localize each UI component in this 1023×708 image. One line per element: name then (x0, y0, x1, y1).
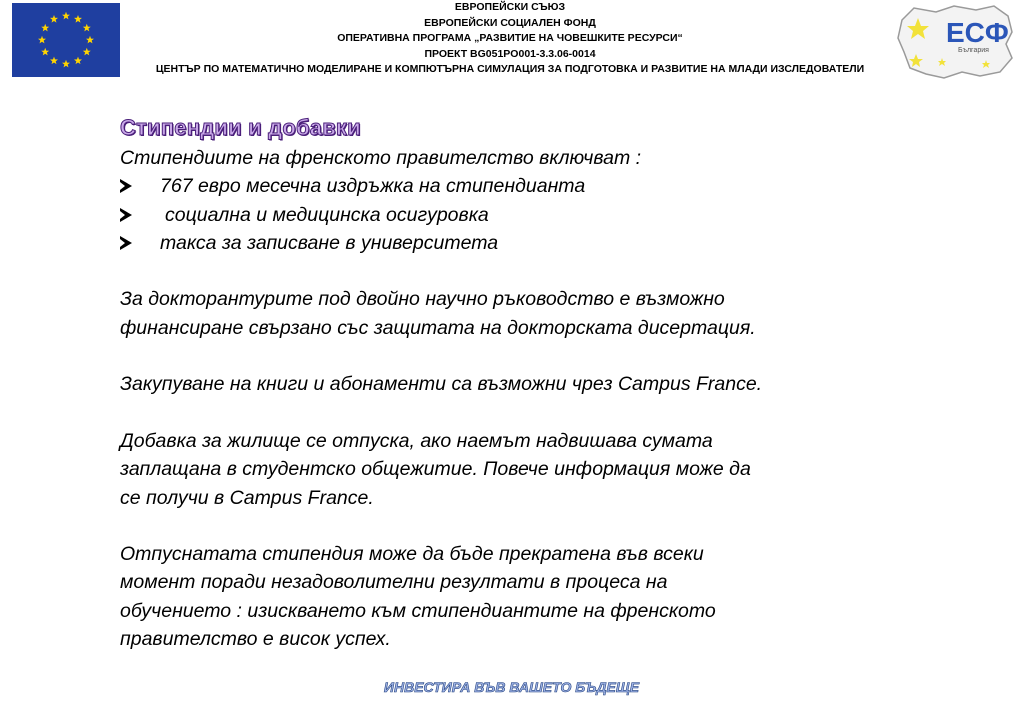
paragraph-line: Добавка за жилище се отпуска, ако наемът надвишава сумата (120, 429, 713, 452)
header-line-esf: ЕВРОПЕЙСКИ СОЦИАЛЕН ФОНД (424, 16, 596, 29)
arrow-bullet-icon (120, 179, 132, 193)
arrow-bullet-icon (120, 236, 132, 250)
footer-slogan: ИНВЕСТИРА ВЪВ ВАШЕТО БЪДЕЩЕ (383, 679, 640, 695)
esf-logo-text: ЕСФ (946, 17, 1009, 48)
paragraph-line: Закупуване на книги и абонаменти са възможни чрез Campus France. (120, 373, 763, 396)
list-item-text: 767 евро месечна издръжка на стипендианта (160, 175, 586, 198)
paragraph-line: се получи в Campus France. (120, 486, 374, 509)
paragraph-line: обучението : изискването към стипендиантите на френското (120, 599, 716, 622)
header-line-program: ОПЕРАТИВНА ПРОГРАМА „РАЗВИТИЕ НА ЧОВЕШКИТЕ РЕСУРСИ“ (337, 32, 683, 45)
list-item (120, 172, 920, 200)
paragraph-line: момент поради незадоволителни резултати в процеса на (120, 571, 668, 594)
paragraph-line: За докторантурите под двойно научно ръководство е възможно (120, 288, 725, 311)
list-item-text: социална и медицинска осигуровка (165, 203, 489, 226)
eu-flag-icon (12, 3, 120, 77)
esf-logo-icon (896, 2, 1018, 80)
main-content (120, 113, 920, 653)
paragraph-termination (120, 540, 920, 653)
project-header (130, 0, 890, 78)
paragraph-line: правителство е висок успех. (120, 628, 391, 651)
header-line-center: ЦЕНТЪР ПО МАТЕМАТИЧНО МОДЕЛИРАНЕ И КОМПЮТЪРНА СИМУЛАЦИЯ ЗА ПОДГОТОВКА И РАЗВИТИЕ НА МЛАДИ ИЗСЛЕДОВАТЕЛИ (155, 63, 865, 76)
section-title: Стипендии и добавки (120, 115, 361, 140)
header-line-eu: ЕВРОПЕЙСКИ СЪЮЗ (454, 1, 566, 13)
esf-logo-subtext: България (958, 47, 989, 54)
paragraph-doctorate (120, 285, 920, 342)
paragraph-line: финансиране свързано със защитата на докторската дисертация. (120, 316, 756, 339)
arrow-bullet-icon (120, 208, 132, 222)
list-item-text: такса за записване в университета (160, 231, 499, 254)
paragraph-housing (120, 427, 920, 512)
intro-text: Стипендиите на френското правителство включват : (120, 147, 642, 169)
list-item (120, 229, 920, 257)
paragraph-books (120, 370, 920, 398)
paragraph-line: заплащана в студентско общежитие. Повече информация може да (120, 458, 751, 481)
header-line-project: ПРОЕКТ BG051PO001-3.3.06-0014 (424, 47, 596, 60)
paragraph-line: Отпуснатата стипендия може да бъде прекратена във всеки (120, 543, 704, 566)
list-item (120, 201, 920, 229)
